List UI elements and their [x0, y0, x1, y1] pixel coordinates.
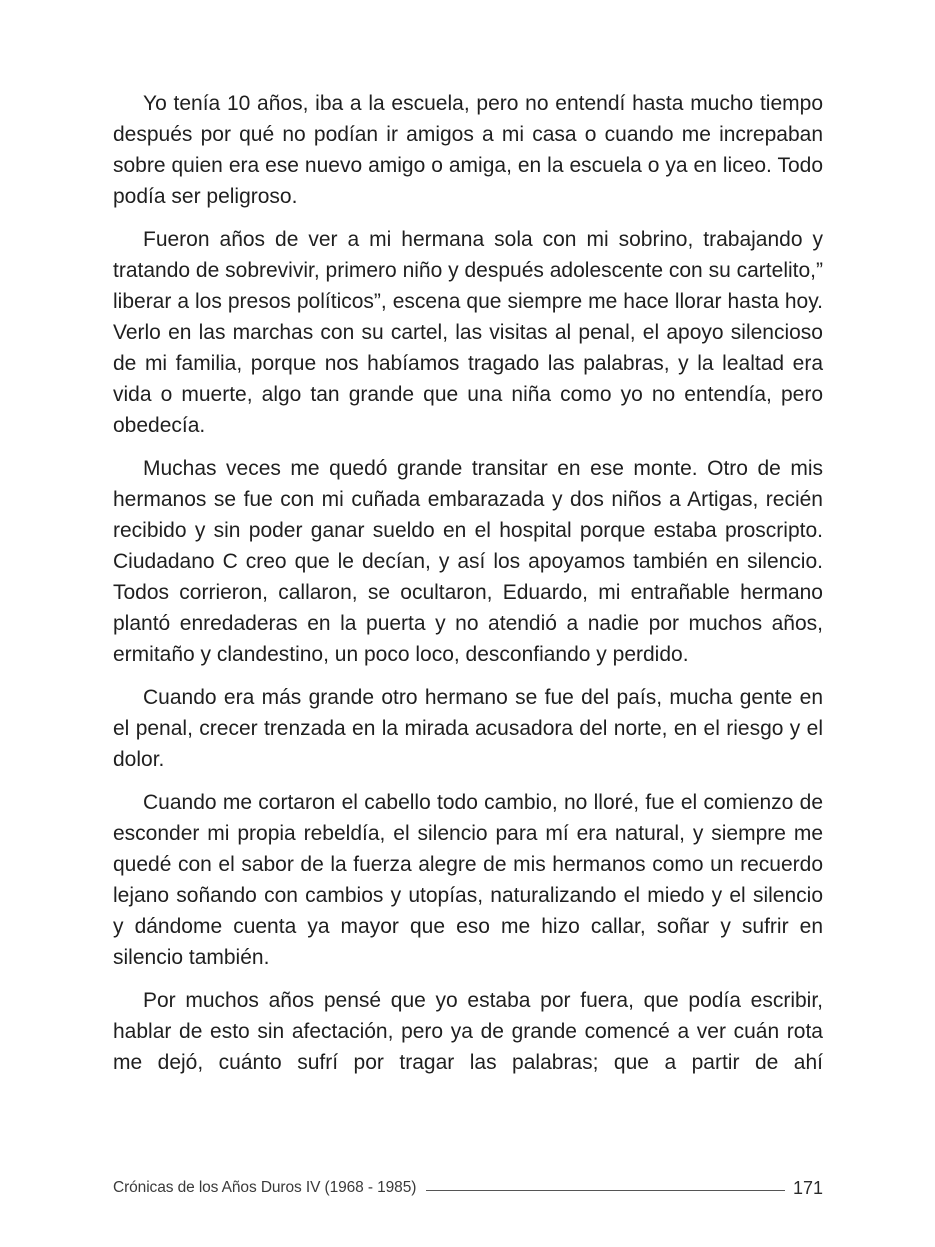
running-footer-title: Crónicas de los Años Duros IV (1968 - 1985) [113, 1179, 417, 1196]
paragraph: Yo tenía 10 años, iba a la escuela, pero no entendí hasta mucho tiempo después por qué no podían ir amigos a mi casa o cuando me increpaban sobre quien era ese nuevo amigo o amiga, en la escuela o ya en liceo. Todo podía ser peligroso. [113, 92, 823, 208]
footer-divider [426, 1190, 785, 1191]
body-text [113, 88, 823, 1090]
paragraph: Muchas veces me quedó grande transitar en ese monte. Otro de mis hermanos se fue con mi cuñada embarazada y dos niños a Artigas, recién recibido y sin poder ganar sueldo en el hospital porque estaba proscripto. Ciudadano C creo que le decían, y así los apoyamos también en silencio. Todos corrieron, callaron, se ocultaron, Eduardo, mi entrañable hermano plantó enredaderas en la puerta y no atendió a nadie por muchos años, ermitaño y clandestino, un poco loco, desconfiando y perdido. [113, 457, 823, 666]
page-number: 171 [792, 1177, 823, 1198]
paragraph: Cuando era más grande otro hermano se fue del país, mucha gente en el penal, crecer trenzada en la mirada acusadora del norte, en el riesgo y el dolor. [113, 686, 823, 771]
paragraph: Cuando me cortaron el cabello todo cambio, no lloré, fue el comienzo de esconder mi propia rebeldía, el silencio para mí era natural, y siempre me quedé con el sabor de la fuerza alegre de mis hermanos como un recuerdo lejano soñando con cambios y utopías, naturalizando el miedo y el silencio y dándome cuenta ya mayor que eso me hizo callar, soñar y sufrir en silencio también. [113, 791, 823, 969]
paragraph: Fueron años de ver a mi hermana sola con mi sobrino, trabajando y tratando de sobrevivir, primero niño y después adolescente con su cartelito,” liberar a los presos políticos”, escena que siempre me hace llorar hasta hoy. Verlo en las marchas con su cartel, las visitas al penal, el apoyo silencioso de mi familia, porque nos habíamos tragado las palabras, y la lealtad era vida o muerte, algo tan grande que una niña como yo no entendía, pero obedecía. [113, 228, 823, 437]
paragraph: Por muchos años pensé que yo estaba por fuera, que podía escribir, hablar de esto sin afectación, pero ya de grande comencé a ver cuán rota me dejó, cuánto sufrí por tragar las palabras; que a partir de ahí [113, 989, 823, 1074]
page-footer [113, 1176, 823, 1200]
